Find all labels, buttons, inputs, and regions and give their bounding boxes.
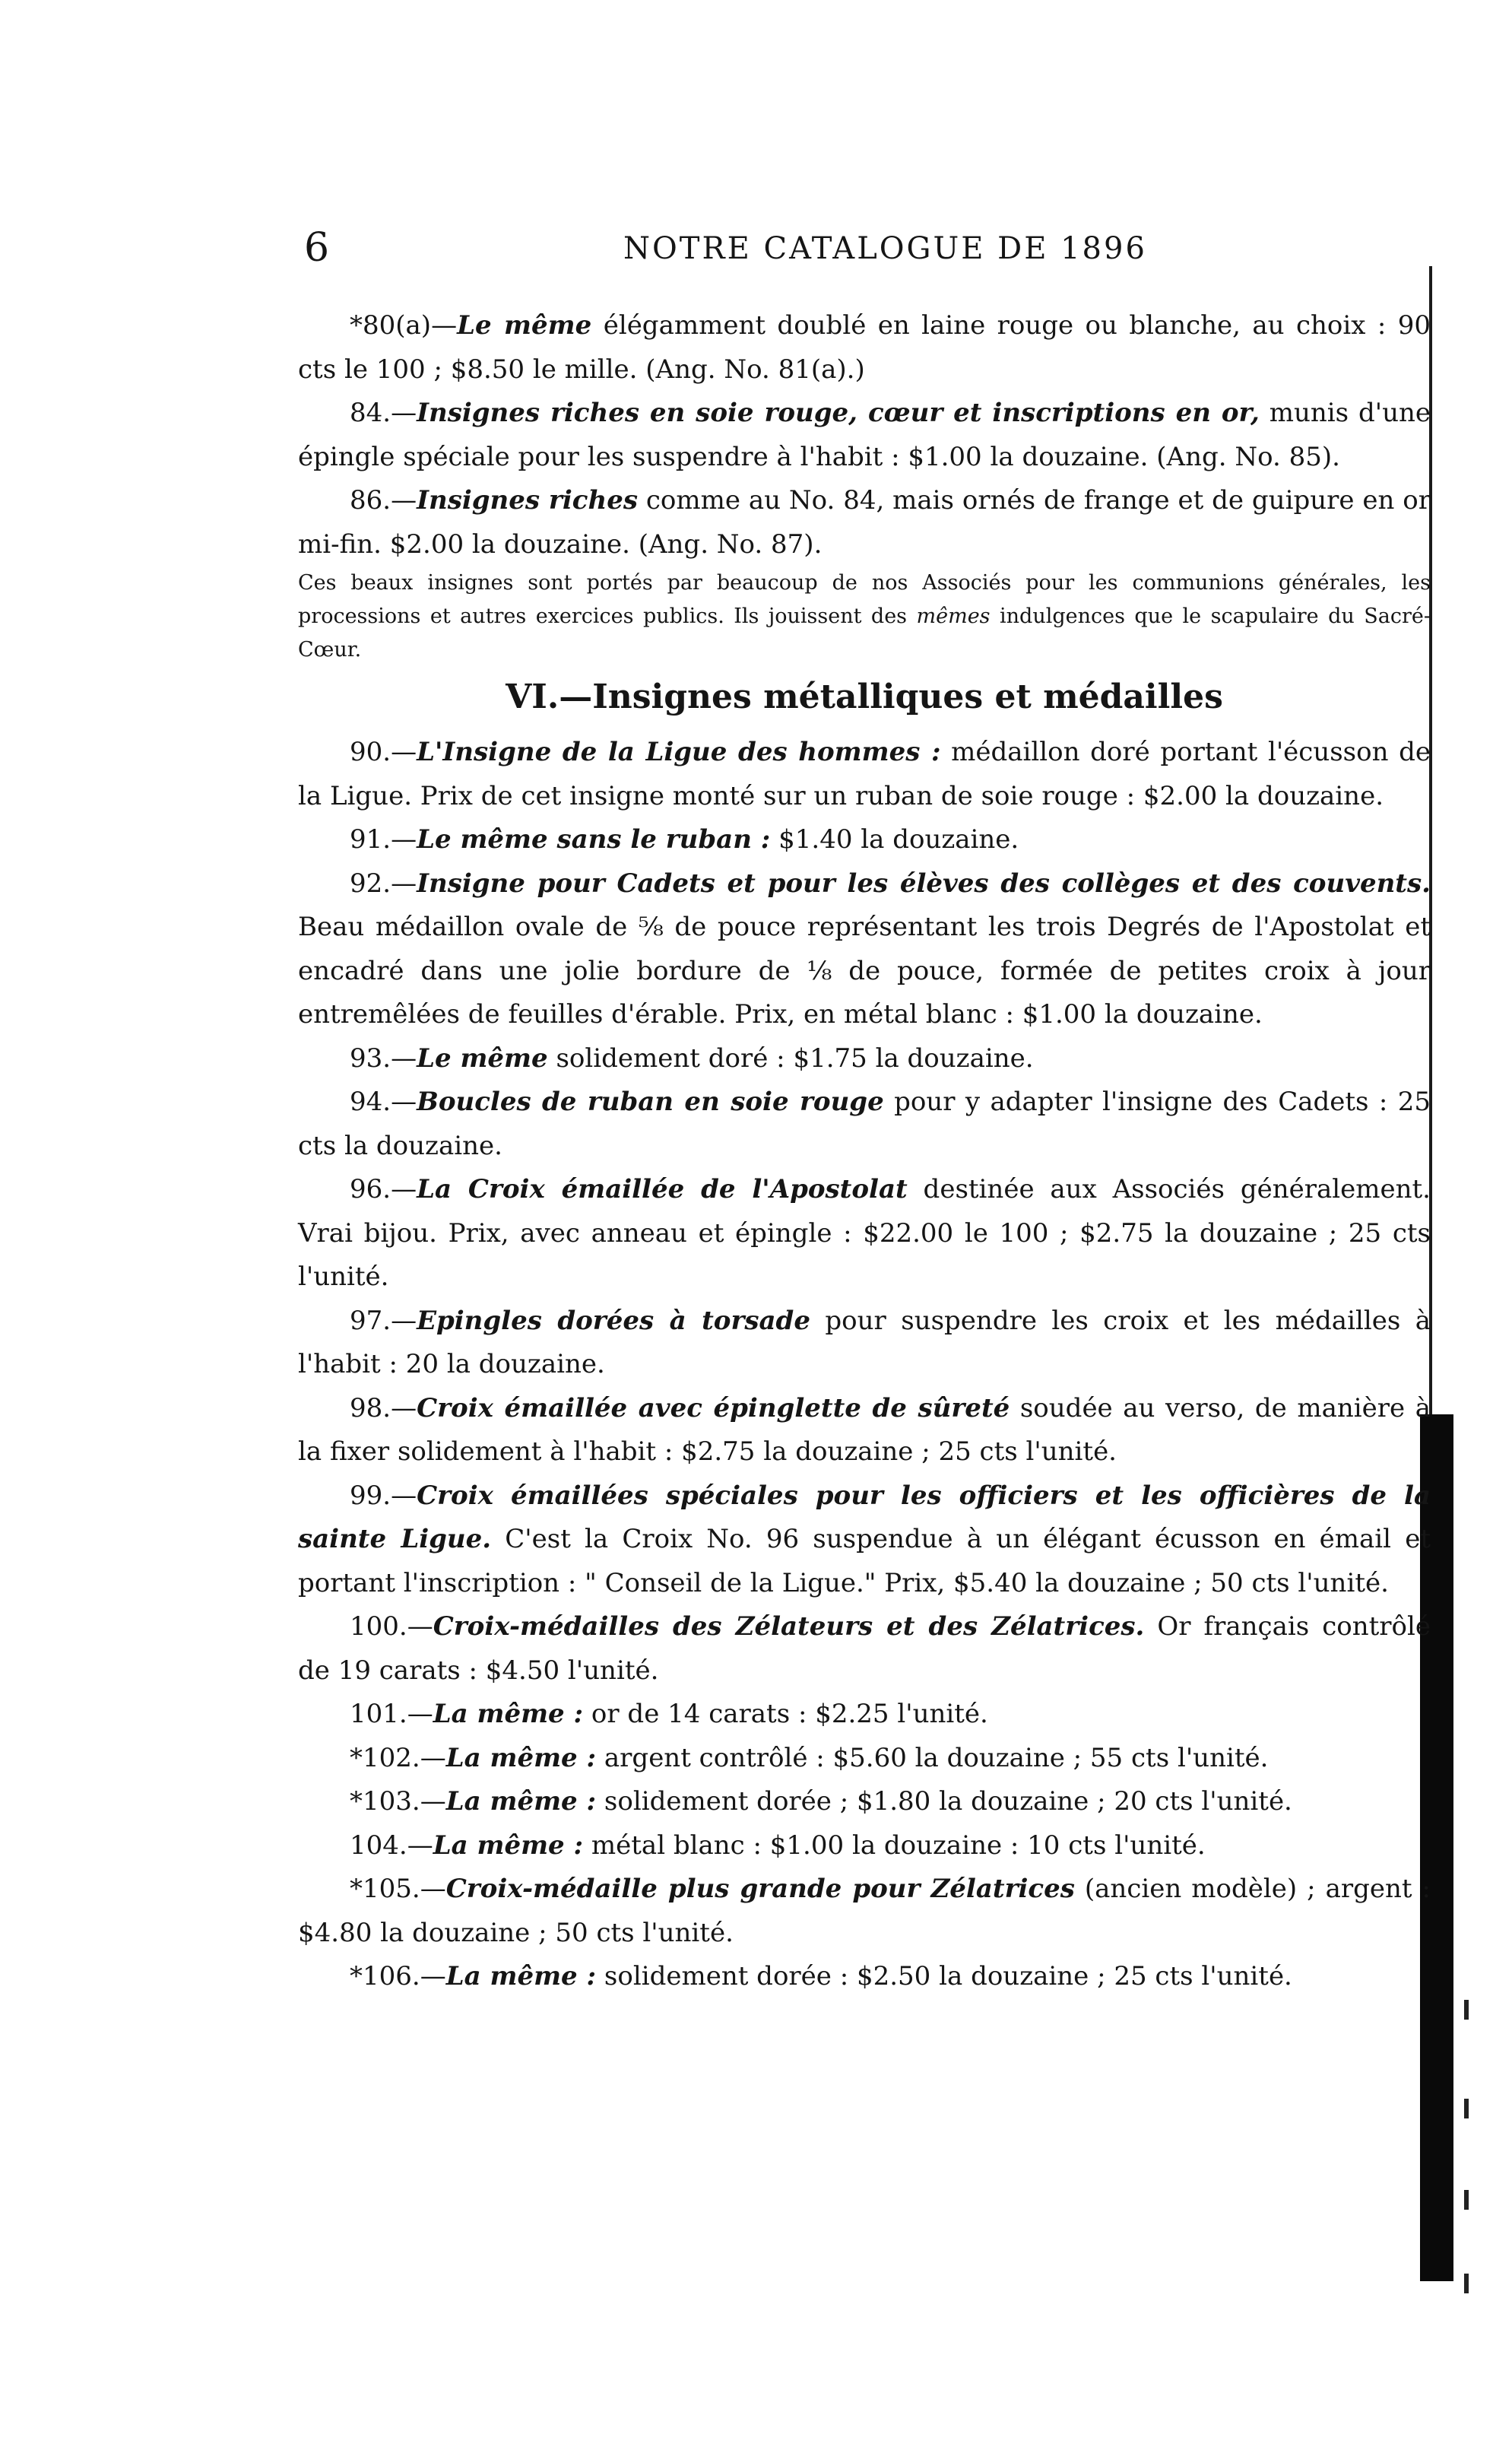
page-edge-mark — [1464, 2000, 1469, 2020]
catalogue-entry: 90.—L'Insigne de la Ligue des hommes : médaillon doré portant l'écusson de la Ligue. Prix de cet insigne monté sur un ruban de soie rouge : $2.00 la douzaine. — [298, 737, 1431, 811]
catalogue-entry: 96.—La Croix émaillée de l'Apostolat destinée aux Associés généralement. Vrai bijou. Prix, avec anneau et épingle : $22.00 le 100 ; $2.75 la douzaine ; 25 cts l'unité. — [298, 1174, 1431, 1292]
section-heading: VI.—Insignes métalliques et médailles — [506, 678, 1223, 716]
catalogue-entry: 91.—Le même sans le ruban : $1.40 la douzaine. — [350, 824, 1019, 855]
note-paragraph: Ces beaux insignes sont portés par beaucoup de nos Associés pour les communions générales, les processions et autres exercices publics. Ils jouissent des mêmes indulgences que le scapulaire du Sacré-Cœur. — [298, 571, 1431, 662]
catalogue-entry: *102.—La même : argent contrôlé : $5.60 la douzaine ; 55 cts l'unité. — [350, 1742, 1269, 1773]
page-body — [298, 304, 1431, 1999]
catalogue-entry: 92.—Insigne pour Cadets et pour les élèves des collèges et des couvents. Beau médaillon ovale de ⅝ de pouce représentant les trois Degrés de l'Apostolat et encadré dans une jolie bordure de ⅛ de pouce, formée de petites croix à jour entremêlées de feuilles d'érable. Prix, en métal blanc : $1.00 la douzaine. — [298, 868, 1431, 1030]
catalogue-entry: 100.—Croix-médailles des Zélateurs et des Zélatrices. Or français contrôlé de 19 carats : $4.50 l'unité. — [298, 1611, 1431, 1686]
page-edge-mark — [1464, 2190, 1469, 2210]
catalogue-entry: 97.—Epingles dorées à torsade pour suspendre les croix et les médailles à l'habit : 20 la douzaine. — [298, 1305, 1431, 1379]
running-title: NOTRE CATALOGUE DE 1896 — [623, 231, 1147, 266]
page-number: 6 — [304, 225, 330, 271]
catalogue-entry: 104.—La même : métal blanc : $1.00 la douzaine : 10 cts l'unité. — [350, 1830, 1206, 1861]
catalogue-entry: 84.—Insignes riches en soie rouge, cœur et inscriptions en or, munis d'une épingle spéciale pour les suspendre à l'habit : $1.00 la douzaine. (Ang. No. 85). — [298, 398, 1431, 472]
catalogue-entry: 98.—Croix émaillée avec épinglette de sûreté soudée au verso, de manière à la fixer solidement à l'habit : $2.75 la douzaine ; 25 cts l'unité. — [298, 1392, 1431, 1467]
catalogue-entry: *103.—La même : solidement dorée ; $1.80 la douzaine ; 20 cts l'unité. — [350, 1786, 1292, 1817]
catalogue-entry: *105.—Croix-médaille plus grande pour Zélatrices (ancien modèle) ; argent : $4.80 la douzaine ; 50 cts l'unité. — [298, 1874, 1431, 1948]
catalogue-entry: 99.—Croix émaillées spéciales pour les officiers et les officières de la sainte Ligue. C'est la Croix No. 96 suspendue à un élégant écusson en émail et portant l'inscription : " Conseil de la Ligue." Prix, $5.40 la douzaine ; 50 cts l'unité. — [298, 1480, 1431, 1598]
catalogue-entry: 86.—Insignes riches comme au No. 84, mais ornés de frange et de guipure en or mi-fin. $2.00 la douzaine. (Ang. No. 87). — [298, 485, 1431, 560]
catalogue-entry: 94.—Boucles de ruban en soie rouge pour y adapter l'insigne des Cadets : 25 cts la douzaine. — [298, 1087, 1431, 1161]
catalogue-entry: *106.—La même : solidement dorée : $2.50 la douzaine ; 25 cts l'unité. — [350, 1961, 1292, 1991]
page-edge-mark — [1464, 2099, 1469, 2118]
catalogue-entry: *80(a)—Le même élégamment doublé en laine rouge ou blanche, au choix : 90 cts le 100 ; $8.50 le mille. (Ang. No. 81(a).) — [298, 310, 1431, 385]
catalogue-entry: 101.—La même : or de 14 carats : $2.25 l'unité. — [350, 1699, 988, 1729]
page-edge-mark — [1464, 2274, 1469, 2293]
page-header — [304, 225, 1429, 286]
catalogue-entry: 93.—Le même solidement doré : $1.75 la douzaine. — [350, 1043, 1034, 1074]
